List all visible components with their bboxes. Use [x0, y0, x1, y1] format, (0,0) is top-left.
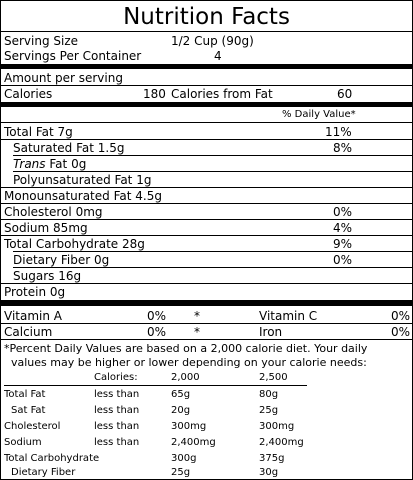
- dv-row-value-2500: 2,400mg: [259, 437, 304, 448]
- divider: [1, 339, 412, 340]
- calcium-pct: 0%: [147, 325, 167, 339]
- calories-value: 180: [143, 87, 166, 101]
- vitamin-separator: *: [194, 309, 200, 323]
- dv-col-2500: 2,500: [259, 372, 288, 383]
- nutrient-amount: 1.5g: [97, 141, 125, 155]
- divider: [4, 385, 307, 386]
- thick-divider: [1, 300, 412, 306]
- dv-row-value-2500: 25g: [259, 405, 279, 416]
- nutrient-monounsaturated-fat: [4, 188, 162, 204]
- iron-pct: 0%: [391, 325, 411, 339]
- calories-from-fat-value: 60: [337, 87, 353, 101]
- nutrient-protein: [4, 284, 65, 300]
- iron-label: Iron: [259, 325, 283, 339]
- nutrient-name: Sugars: [13, 269, 55, 283]
- nutrient-amount: 0g: [71, 157, 87, 171]
- nutrient-dv: 11%: [325, 125, 352, 139]
- vitamin-a-pct: 0%: [147, 309, 167, 323]
- divider: [1, 31, 412, 32]
- footnote-line-2: values may be higher or lower depending on your calorie needs:: [11, 356, 367, 369]
- dv-row-name: Sat Fat: [11, 405, 46, 416]
- nutrient-dv: 0%: [333, 253, 353, 267]
- calories-label: Calories: [4, 87, 53, 101]
- dv-row-value-2500: 30g: [259, 467, 279, 478]
- serving-size-value: 1/2 Cup (90g): [171, 34, 254, 48]
- nutrient-name: Dietary Fiber: [13, 253, 91, 267]
- daily-value-header: % Daily Value*: [282, 109, 356, 120]
- dv-row-value-2500: 300mg: [259, 421, 295, 432]
- nutrient-dv: 8%: [333, 141, 353, 155]
- dv-row-value-2000: 2,400mg: [171, 437, 216, 448]
- dv-col-2000: 2,000: [171, 372, 200, 383]
- dv-row-qualifier: less than: [94, 421, 140, 432]
- vitamin-c-label: Vitamin C: [259, 309, 318, 323]
- serving-size-label: Serving Size: [4, 34, 79, 48]
- nutrient-cholesterol: [4, 204, 103, 220]
- nutrient-dv: 0%: [333, 205, 353, 219]
- nutrient-total-fat: [4, 124, 73, 140]
- dv-row-value-2000: 25g: [171, 467, 191, 478]
- vitamin-a-label: Vitamin A: [4, 309, 62, 323]
- dv-row-name: Cholesterol: [4, 421, 61, 432]
- nutrient-dv: 9%: [333, 237, 353, 251]
- nutrient-name: Polyunsaturated Fat: [13, 173, 133, 187]
- vitamin-separator: *: [194, 325, 200, 339]
- dv-row-qualifier: less than: [94, 389, 140, 400]
- nutrient-dietary-fiber: [13, 252, 109, 268]
- nutrient-saturated-fat: [13, 140, 124, 156]
- nutrient-name: Monounsaturated Fat: [4, 189, 132, 203]
- nutrient-sugars: [13, 268, 81, 284]
- label-title: Nutrition Facts: [123, 4, 290, 30]
- nutrient-amount: 28g: [122, 237, 145, 251]
- dv-row-value-2000: 20g: [171, 405, 191, 416]
- dv-row-name: Total Fat: [4, 389, 46, 400]
- nutrient-amount: 16g: [58, 269, 82, 283]
- nutrient-amount: 85mg: [53, 221, 88, 235]
- dv-row-value-2000: 300g: [171, 453, 197, 464]
- dv-row-qualifier: less than: [94, 405, 140, 416]
- nutrient-name: Saturated Fat: [13, 141, 94, 155]
- dv-calories-label: Calories:: [94, 372, 138, 383]
- nutrient-name: Cholesterol: [4, 205, 72, 219]
- calcium-label: Calcium: [4, 325, 53, 339]
- nutrient-amount: 0g: [49, 285, 66, 299]
- divider: [1, 323, 412, 324]
- divider: [1, 122, 412, 123]
- footnote-line-1: *Percent Daily Values are based on a 2,000 calorie diet. Your daily: [4, 342, 368, 355]
- dv-row-qualifier: less than: [94, 437, 140, 448]
- amount-per-serving: Amount per serving: [4, 71, 123, 85]
- nutrient-polyunsaturated-fat: [13, 172, 151, 188]
- nutrient-amount: 7g: [57, 125, 73, 139]
- dv-row-name: Total Carbohydrate: [4, 453, 100, 464]
- nutrient-amount: 0g: [94, 253, 110, 267]
- nutrient-name: Protein: [4, 285, 47, 299]
- dv-row-value-2500: 375g: [259, 453, 285, 464]
- nutrient-amount: 4.5g: [135, 189, 162, 203]
- dv-row-name: Sodium: [4, 437, 42, 448]
- servings-per-container-value: 4: [214, 49, 222, 63]
- dv-row-value-2000: 65g: [171, 389, 191, 400]
- nutrient-name-italic: Trans: [13, 157, 46, 171]
- nutrient-name: Total Carbohydrate: [4, 237, 119, 251]
- dv-row-value-2000: 300mg: [171, 421, 207, 432]
- nutrient-amount: 0mg: [75, 205, 103, 219]
- nutrient-total-carbohydrate: [4, 236, 145, 252]
- thick-divider: [1, 102, 412, 107]
- servings-per-container-label: Servings Per Container: [4, 49, 142, 63]
- nutrient-trans-fat: [13, 156, 86, 172]
- nutrient-amount: 1g: [136, 173, 152, 187]
- thick-divider: [1, 64, 412, 69]
- calories-from-fat-label: Calories from Fat: [171, 87, 273, 101]
- nutrient-dv: 4%: [333, 221, 353, 235]
- vitamin-c-pct: 0%: [391, 309, 411, 323]
- dv-row-value-2500: 80g: [259, 389, 279, 400]
- nutrient-sodium: [4, 220, 88, 236]
- nutrient-name: Total Fat: [4, 125, 54, 139]
- nutrient-name: Fat: [49, 157, 68, 171]
- dv-row-name: Dietary Fiber: [11, 467, 76, 478]
- nutrient-name: Sodium: [4, 221, 50, 235]
